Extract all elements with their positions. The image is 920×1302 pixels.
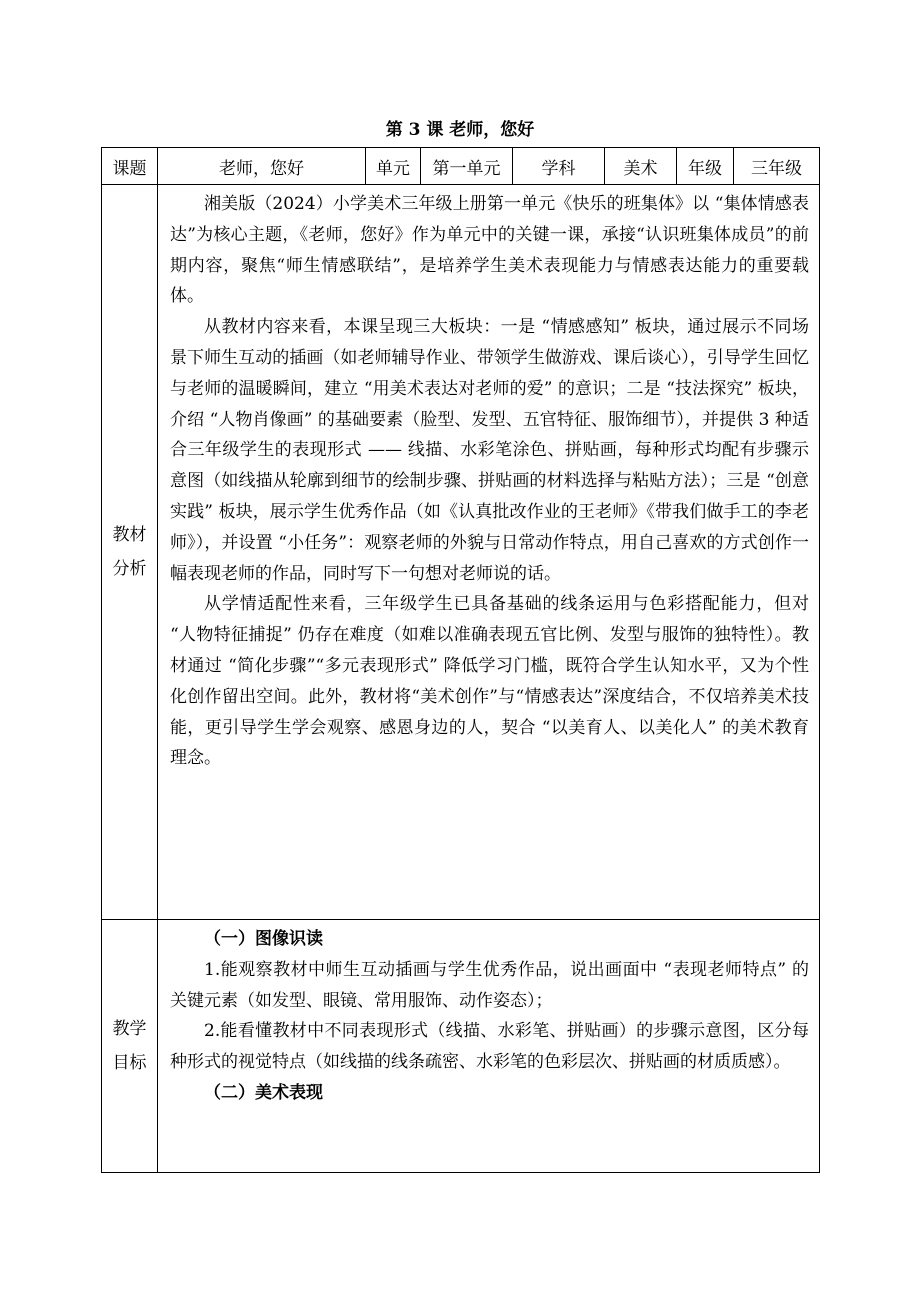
- objectives-content: [158, 920, 820, 1173]
- page-title: 第 3 课 老师，您好: [385, 120, 535, 140]
- header-row: [102, 148, 820, 185]
- objective-item: 1.能观察教材中师生互动插画与学生优秀作品，说出画面中 “表现老师特点” 的关键元素（如发型、眼镜、常用服饰、动作姿态）；: [170, 959, 809, 1011]
- lesson-plan-table: [101, 147, 820, 1173]
- analysis-label: 教材 分析: [102, 185, 158, 920]
- subject-value: 美术: [605, 148, 677, 185]
- unit-value: 第一单元: [421, 148, 513, 185]
- analysis-paragraph: 从学情适配性来看，三年级学生已具备基础的线条运用与色彩搭配能力，但对 “人物特征捕捉” 仍存在难度（如难以准确表现五官比例、发型与服饰的独特性）。教材通过 “简化步骤”“多元表现形式” 降低学习门槛，既符合学生认知水平，又为个性化创作留出空间。此外，教材将“美术创作”与“情感表达”深度结合，不仅培养美术技能，更引导学生学会观察、感恩身边的人，契合 “以美育人、以美化人” 的美术教育理念。: [170, 594, 809, 769]
- analysis-paragraph: 从教材内容来看，本课呈现三大板块：一是 “情感感知” 板块，通过展示不同场景下师生互动的插画（如老师辅导作业、带领学生做游戏、课后谈心），引导学生回忆与老师的温暖瞬间，建立 “用美术表达对老师的爱” 的意识；二是 “技法探究” 板块，介绍 “人物肖像画” 的基础要素（脸型、发型、五官特征、服饰细节），并提供 3 种适合三年级学生的表现形式 —— 线描、水彩笔涂色、拼贴画，每种形式均配有步骤示意图（如线描从轮廓到细节的绘制步骤、拼贴画的材料选择与粘贴方法）；三是 “创意实践” 板块，展示学生优秀作品（如《认真批改作业的王老师》《带我们做手工的李老师》），并设置 “小任务”：观察老师的外貌与日常动作特点，用自己喜欢的方式创作一幅表现老师的作品，同时写下一句想对老师说的话。: [170, 317, 809, 584]
- analysis-paragraph: 湘美版（2024）小学美术三年级上册第一单元《快乐的班集体》以 “集体情感表达”为核心主题，《老师，您好》作为单元中的关键一课，承接“认识班集体成员”的前期内容，聚焦“师生情感联结”，是培养学生美术表现能力与情感表达能力的重要载体。: [170, 194, 809, 307]
- grade-label: 年级: [677, 148, 734, 185]
- analysis-content: [158, 185, 820, 920]
- objectives-section-title: （二）美术表现: [204, 1082, 323, 1103]
- unit-label: 单元: [366, 148, 421, 185]
- topic-label: 课题: [102, 148, 158, 185]
- objectives-section-title: （一）图像识读: [204, 929, 323, 949]
- topic-value: 老师，您好: [158, 148, 366, 185]
- objectives-label: 教学 目标: [102, 920, 158, 1173]
- objective-item: 2.能看懂教材中不同表现形式（线描、水彩笔、拼贴画）的步骤示意图，区分每种形式的视觉特点（如线描的线条疏密、水彩笔的色彩层次、拼贴画的材质质感）。: [170, 1021, 809, 1073]
- analysis-row: [102, 185, 820, 920]
- grade-value: 三年级: [734, 148, 820, 185]
- subject-label: 学科: [513, 148, 605, 185]
- objectives-row: [102, 920, 820, 1173]
